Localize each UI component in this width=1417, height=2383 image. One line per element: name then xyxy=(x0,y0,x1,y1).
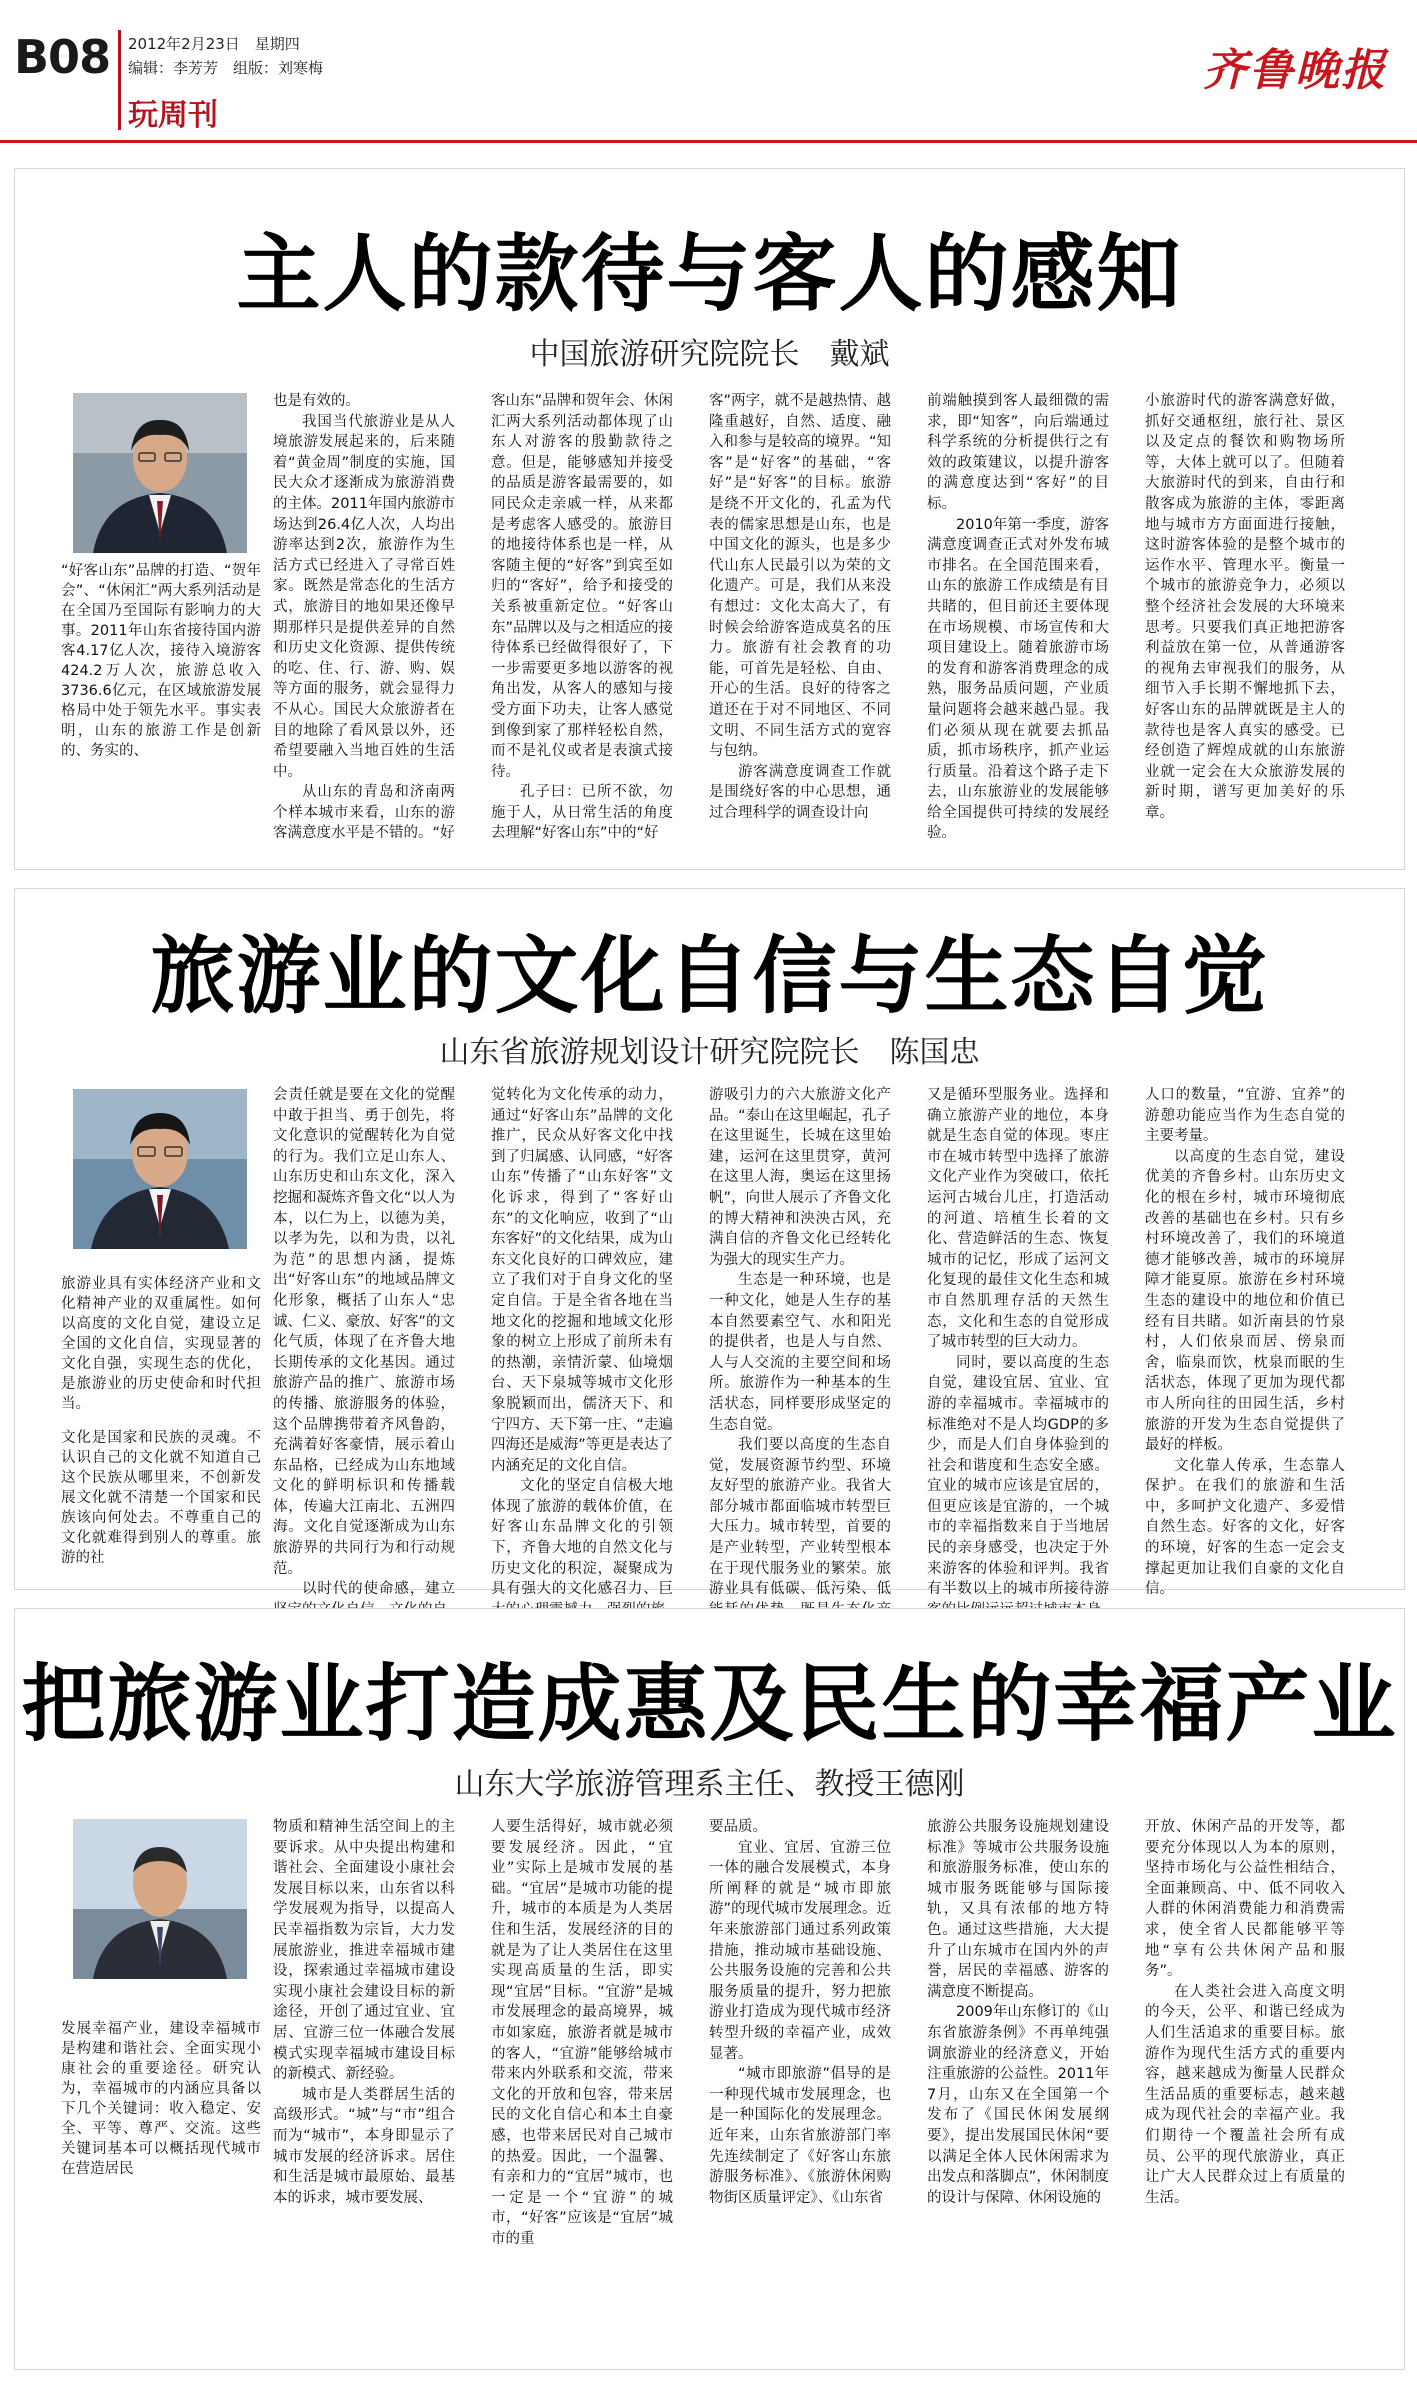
author-photo xyxy=(73,1819,247,1979)
paragraph: 我国当代旅游业是从人境旅游发展起来的，后来随着“黄金周”制度的实施，国民大众才逐渐成为旅游消费的主体。2011年国内旅游市场达到26.4亿人次，人均出游率达到2次，旅游作为生活方式已经进入了寻常百姓家。既然是常态化的生活方式，旅游目的地如果还像早期那样只是提供差异的自然和历史文化资源、提供传统的吃、住、行、游、购、娱等方面的服务，就会显得力不从心。国民大众旅游者在目的地除了看风景以外，还希望要融入当地百姓的生活中。 xyxy=(273,413,455,780)
paragraph: 生态是一种环境，也是一种文化，她是人生存的基本自然要素空气、水和阳光的提供者，也是人与自然、人与人交流的主要空间和场所。旅游作为一种基本的生活状态，同样要形成坚定的生态自觉。 xyxy=(709,1272,891,1433)
paragraph: 觉转化为文化传承的动力，通过“好客山东”品牌的文化推广，民众从好客文化中找到了归属感、认同感，“好客山东”传播了“山东好客”文化诉求，得到了“客好山东”的文化响应，收到了“山东客好”的文化结果，成为山东文化良好的口碑效应，建立了我们对于自身文化的坚定自信。于是全省各地在当地文化的挖掘和地域文化形象的树立上形成了前所未有的热潮，亲情沂蒙、仙境烟台、天下泉城等城市文化形象脱颖而出，儒济天下、和宁四方、天下第一庄、“走遍四海还是威海”等更是表达了内涵充足的文化自信。 xyxy=(491,1087,673,1474)
issue-date: 2012年2月23日 星期四 xyxy=(128,35,300,53)
paragraph: 开放、休闲产品的开发等，都要充分体现以人为本的原则，坚持市场化与公益性相结合，全面兼顾高、中、低不同收入人群的休闲消费能力和消费需求，使全省人民都能够平等地“享有公共休闲产品和服务”。 xyxy=(1145,1819,1345,1980)
paragraph: 文化的坚定自信极大地体现了旅游的载体价值，在好客山东品牌文化的引领下，齐鲁大地的自然文化与历史文化的积淀，凝聚成为具有强大的文化感召力、巨 xyxy=(491,1478,673,1598)
page-number: B08 xyxy=(14,30,111,84)
article-author: 山东省旅游规划设计研究院院长 陈国忠 xyxy=(439,1035,980,1070)
section-title: 玩周刊 xyxy=(128,98,218,133)
paragraph: 也是有效的。 xyxy=(273,393,360,409)
header-divider xyxy=(118,30,121,130)
paragraph: 客山东”品牌和贺年会、休闲汇两大系列活动都体现了山东人对游客的殷勤款待之意。但是，能够感知并接受的品质是游客最需要的，如同民众走亲戚一样，从来都是考虑客人感受的。旅游目的地接待体系也是一样，从客随主便的“好客”到宾至如归的“客好”，给予和接受的关系被重新定位。“好客山东”品牌以及与之相适应的接待体系已经做得很好了，下一步需要更多地以游客的视角出发，从客人的感知与接受方面下功夫，让客人感觉到像到家了那样轻松自然，而不是礼仪或者是表演式接待。 xyxy=(491,393,673,780)
paragraph: 游吸引力的六大旅游文化产品。“泰山在这里崛起，孔子在这里诞生，长城在这里始建，运河在这里贯穿，黄河在这里人海，奥运在这里扬帆”，向世人展示了齐鲁文化的博大精神和泱泱古风，充满自信的齐鲁文化已经转化为强大的现实生产力。 xyxy=(709,1087,891,1268)
author-photo xyxy=(73,1089,247,1249)
article-author: 中国旅游研究院院长 戴斌 xyxy=(529,337,890,372)
paragraph: 城市是人类群居生活的高级形式。“城”与“市”组合而为“城市”，本身即显示了城市发展的经济诉求。居住和生活是城市最原始、最基本的诉求，城市要发展、 xyxy=(273,2086,455,2206)
paragraph: 会责任就是要在文化的觉醒中敢于担当、勇于创先，将文化意识的觉醒转化为自觉的行为。我们立足山东人、山东历史和山东文化，深入挖掘和凝炼齐鲁文化“以人为本，以仁为上，以德为美，以孝为先，以和为贵，以礼为范”的思想内涵，提炼出“好客山东”的地域品牌文化形象，概括了山东人“忠诚、仁义、豪放、好客”的文化气质，体现了在齐鲁大地长期传承的文化基因。通过旅游产品的推广、旅游市场的传播、旅游服务的体验，这个品牌携带着齐风鲁韵，充满着好客豪情，展示着山东品格，已经成为山东地域文化的鲜明标识和传播载体，传遍大江南北、五洲四海。文化自觉逐渐成为山东旅游界的共同行为和行动规范。 xyxy=(273,1087,455,1577)
paragraph: 以时代的使命感，建立 xyxy=(302,1581,455,1598)
paragraph: 客”两字，就不是越热情、越隆重越好，自然、适度、融入和参与是较高的境界。“知客”是“好客”的基础，“客好”是“好客”的目标。旅游是绕不开文化的，孔孟为代表的儒家思想是山东，也是中国文化的源头，也是多少代山东人民最引以为荣的文化遗产。可是，我们从来没有想过：文化太高大了，有时候会给游客造成莫名的压力。旅游有社会教育的功能，可首先是轻松、自由、开心的生活。良好的待客之道还在于对不同地区、不同文明、不同生活方式的宽容与包纳。 xyxy=(709,393,891,760)
paragraph: 人要生活得好，城市就必须要发展经济。因此，“宜业”实际上是城市发展的基础。“宜居”是城市功能的提升，城市的本质是为人类居住和生活，发展经济的目的就是为了让人类居住在这里实现高质量的生活，即实现“宜居”目标。“宜游”是城市发展理念的最高境界，城市如家庭，旅游者就是城市的客人，“宜游”能够给城市带来内外联系和交流，带来文化的开放和包容，带来居民的文化自信心和本土自豪感，也带来居民对自己城市的热爱。因此，一个温馨、有亲和力的“宜居”城市，也一定是一个“宜游”的城市，“好客”应该是“宜居”城市的重 xyxy=(491,1819,673,2247)
paragraph: 又是循环型服务业。选择和确立旅游产业的地位，本身就是生态自觉的体现。枣庄市在城市转型中选择了旅游文化产业作为突破口，依托运河古城台儿庄，打造活动的河道、培植生长着的文化、营造鲜活的生态、恢复城市的记忆，形成了运河文化复现的最佳文化生态和城市自然肌理存活的天然生态，文化和生态的自觉形成了城市转型的巨大动力。 xyxy=(927,1087,1109,1351)
issue-meta xyxy=(128,32,323,80)
paragraph: 小旅游时代的游客满意好做，抓好交通枢纽，旅行社、景区以及定点的餐饮和购物场所等，大体上就可以了。但随着大旅游时代的到来，自由行和散客成为旅游的主体，零距离地与城市方方面面进行接触，这时游客体验的是整个城市的运作水平、管理水平。衡量一个城市的旅游竞争力，必须以整个经济社会发展的大环境来思考。只要我们真正地把游客利益放在第一位，从普通游客的视角去审视我们的服务，从细节入手长期不懈地抓下去，好客山东的品牌就既是主人的款待也是客人真实的感受。已经创造了辉煌成就的山东旅游业就一定会在大众旅游发展的新时期，谱写更加美好的乐章。 xyxy=(1145,393,1345,821)
paragraph: 物质和精神生活空间上的主要诉求。从中央提出构建和谐社会、全面建设小康社会发展目标以来，山东省以科学发展观为指导，以提高人民幸福指数为宗旨，大力发展旅游业，推进幸福城市建设，探索通过幸福城市建设实现小康社会建设目标的新途径，开创了通过宜业、宜居、宜游三位一体融合发展模式实现幸福城市建设目标的新模式、新经验。 xyxy=(273,1819,455,2083)
paragraph: “城市即旅游”倡导的是一种现代城市发展理念，也是一种国际化的发展理念。近年来，山东省旅游部门率先连续制定了《好客山东旅游服务标准》、《旅游休闲购物街区质量评定》、《山东省 xyxy=(709,2066,891,2206)
header-rule xyxy=(0,140,1417,143)
paragraph: 2009年山东修订的《山东省旅游条例》不再单纯强调旅游业的经济意义，开始注重旅游的公益性。2011年7月，山东又在全国第一个发布了《国民休闲发展纲要》，提出发展国民休闲“要以满足全体人民休闲需求为出发点和落脚点”，休闲制度的设计与保障、休闲设施的 xyxy=(927,2004,1109,2206)
paragraph: 宜业、宜居、宜游三位一体的融合发展模式，本身所阐释的就是“城市即旅游”的现代城市发展理念。近年来旅游部门通过系列政策措施，推动城市基础设施、公共服务设施的完善和公共服务质量的提升，努力把旅游业打造成为现代城市经济转型升级的幸福产业，成效显著。 xyxy=(709,1839,891,2062)
article-column xyxy=(273,1817,455,2347)
paragraph: 要品质。 xyxy=(709,1819,767,1835)
paragraph: 2010年第一季度，游客满意度调查正式对外发布城市排名。在全国范围来看，山东的旅游工作成绩是有目共睹的，但目前还主要体现在市场规模、市场宣传和大项目建设上。随着旅游市场的发育和游客消费理念的成熟，服务品质问题，产业质量问题将会越来越凸显。我们必须从现在就要去抓品质，抓市场秩序，抓产业运行质量。沿着这个路子走下去，山东旅游业的发展能够给全国提供可持续的发展经验。 xyxy=(927,516,1109,842)
paragraph: 文化是国家和民族的灵魂。不认识自己的文化就不知道自己这个民族从哪里来，不创新发展文化就不清楚一个国家和民族该向何处去。不尊重自己的文化就难得到别人的尊重。旅游的社 xyxy=(61,1430,261,1566)
article-hospitality xyxy=(14,168,1405,870)
article-column xyxy=(273,391,455,851)
paragraph: 我们要以高度的生态自觉，发展资源节约型、环境友好型的旅游产业。我省大部分城市都面临城市转型巨大压力。城市转型，首要的是产业转型，产业转型根本在于现代服务业的繁荣。旅游业具有低碳、低污染、低 xyxy=(709,1437,891,1598)
article-column xyxy=(491,1817,673,2347)
article-column xyxy=(491,1085,673,1598)
article-column xyxy=(709,1817,891,2347)
paragraph: 旅游业具有实体经济产业和文化精神产业的双重属性。如何以高度的文化自觉，建设立足全国的文化自信，实现显著的文化自强，实现生态的优化，是旅游业的历史使命和时代担当。 xyxy=(61,1275,261,1412)
paragraph: 孔子曰：已所不欲，勿施于人，从日常生活的角度去理解“好客山东”中的“好 xyxy=(491,784,673,842)
article-happiness xyxy=(14,1608,1405,2370)
paragraph: 文化靠人传承，生态靠人保护。在我们的旅游和生活中，多呵护文化遗产、多爱惜自然生态。好客的文化，好客的环境，好客的生态一定会支撑起更加让我们自豪的文化自信。 xyxy=(1145,1457,1345,1598)
paragraph: 在人类社会进入高度文明的今天，公平、和谐已经成为人们生活追求的重要目标。旅游作为现代生活方式的重要内容，越来越成为衡量人民群众生活品质的重要标志，越来越成为现代社会的幸福产业。我们期待一个覆盖社会所有成员、公平的现代旅游业，真正让广大人民群众过上有质量的生活。 xyxy=(1145,1983,1345,2206)
article-title: 旅游业的文化自信与生态自觉 xyxy=(150,927,1269,1025)
paragraph: 人口的数量，“宜游、宜养”的游憩功能应当作为生态自觉的主要考量。 xyxy=(1145,1087,1345,1145)
article-culture xyxy=(14,888,1405,1598)
paragraph: 旅游公共服务设施规划建设标准》等城市公共服务设施和旅游服务标准，使山东的城市服务既能够与国际接轨，又具有浓郁的地方特色。通过这些措施，大大提升了山东城市在国内外的声誉，居民的幸福感、游客的满意度不断提高。 xyxy=(927,1819,1109,2000)
paragraph: 从山东的青岛和济南两个样本城市来看，山东的游客满意度水平是不错的。“好 xyxy=(273,784,455,842)
article-column xyxy=(927,1817,1109,2347)
paragraph: 游客满意度调查工作就是围绕好客的中心思想，通过合理科学的调查设计向 xyxy=(709,763,891,821)
article-column xyxy=(709,1085,891,1598)
photo-caption: “好客山东”品牌的打造、“贺年会”、“休闲汇”两大系列活动是在全国乃至国际有影响力的大事。2011年山东省接待国内游客4.17亿人次，接待入境游客424.2万人次，旅游总收入3736.6亿元，在区域旅游发展格局中处于领先水平。事实表明，山东的旅游工作是创新的、务实的、 xyxy=(61,563,261,759)
article-title: 主人的款待与客人的感知 xyxy=(236,225,1183,323)
photo-caption xyxy=(61,1259,261,1569)
paragraph: 以高度的生态自觉，建设优美的齐鲁乡村。山东历史文化的根在乡村，城市环境彻底改善的基础也在乡村。只有乡村环境改善了，我们的环境道德才能够改善，城市的环境屏障才能夏原。旅游在乡村环境生态的建设中的地位和价值已经有目共睹。如沂南县的竹泉村，人们依泉而居、傍泉而舍，临泉而饮，枕泉而眠的生活状态，体现了更加为现代都市人所向往的田园生活，乡村旅游的开发为生态自觉提供了最好的样板。 xyxy=(1145,1148,1345,1454)
newspaper-logo: 齐鲁晚报 xyxy=(1203,45,1387,96)
article-column xyxy=(273,1085,455,1598)
article-column xyxy=(927,391,1109,851)
article-column xyxy=(1145,1817,1345,2347)
article-author: 山东大学旅游管理系主任、教授王德刚 xyxy=(454,1767,965,1802)
article-column xyxy=(491,391,673,851)
article-column xyxy=(927,1085,1109,1598)
article-column xyxy=(1145,391,1345,851)
article-column xyxy=(1145,1085,1345,1598)
paragraph: 前端触摸到客人最细微的需求，即“知客”，向后端通过科学系统的分析提供行之有效的政策建议，以提升游客的满意度达到“客好”的目标。 xyxy=(927,393,1109,512)
article-title: 把旅游业打造成惠及民生的幸福产业 xyxy=(21,1655,1398,1753)
article-column xyxy=(709,391,891,851)
editor-credits: 编辑：李芳芳 组版：刘寒梅 xyxy=(128,59,324,77)
page-header xyxy=(0,0,1417,140)
photo-caption: 发展幸福产业，建设幸福城市是构建和谐社会、全面实现小康社会的重要途径。研究认为，幸福城市的内涵应具备以下几个关键词：收入稳定、安全、平等、尊严、交流。这些关键词基本可以概括现代城市在营造居民 xyxy=(61,2021,261,2177)
paragraph: 同时，要以高度的生态自觉，建设宜居、宜业、宜游的幸福城市。幸福城市的标准绝对不是人均GDP的多少，而是人们自身体验到的社会和谐度和生态安全感。宜业的城市应该是宜居的，但更应该是宜游的，一个城市的幸福指数来自于当地居民的亲身感受，也决定于外来游客的体验和评判。我省有半数以上的城市所接待游 xyxy=(927,1354,1109,1598)
author-photo xyxy=(73,393,247,553)
